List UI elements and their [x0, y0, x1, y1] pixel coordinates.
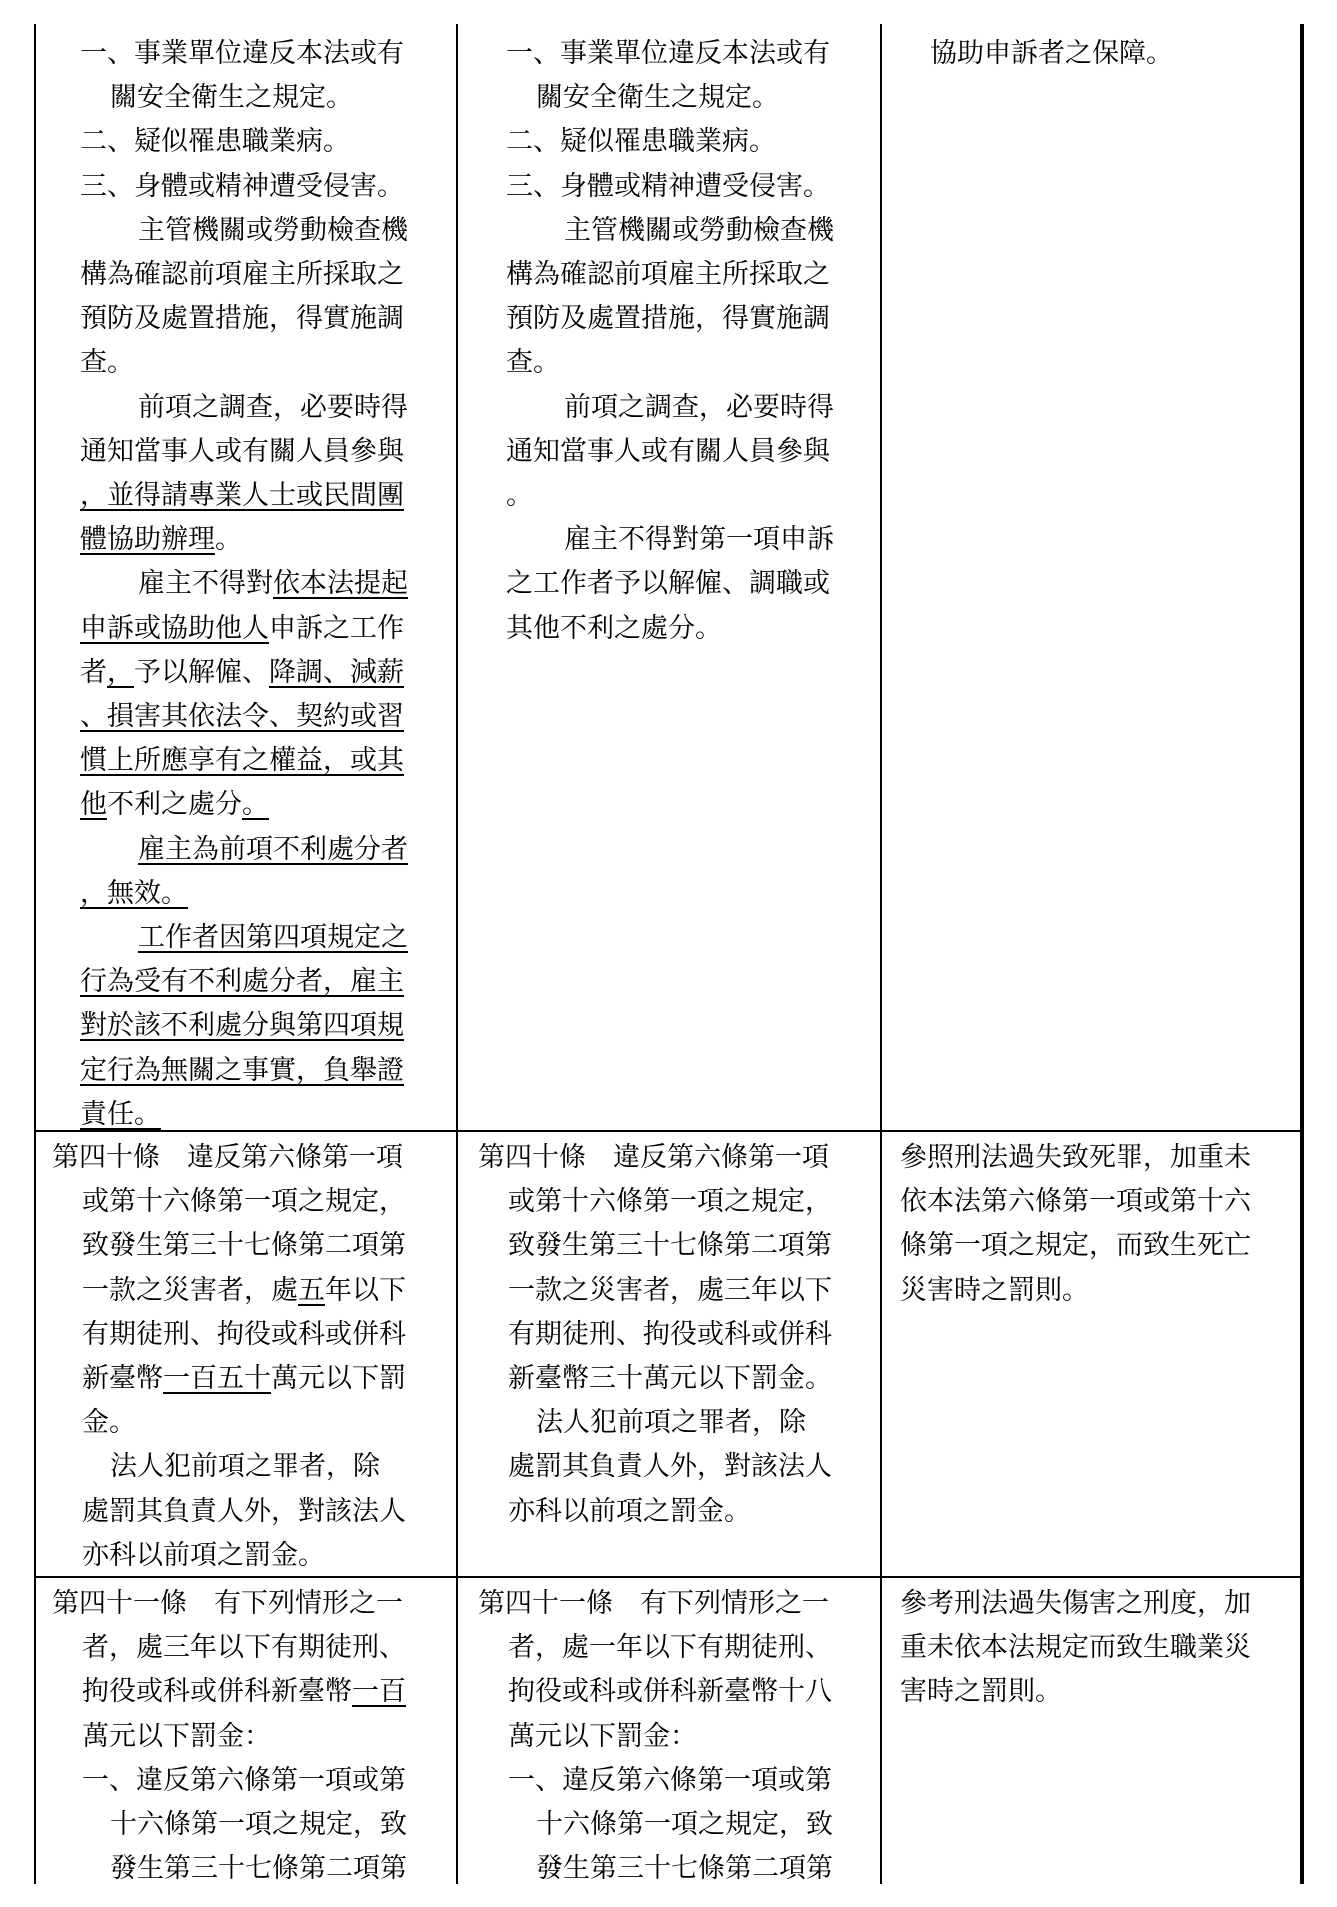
text-segment: 或第十六條第一項之規定， — [508, 1186, 832, 1218]
underlined-amendment-text: 、損害其依法令、契約或習 — [80, 701, 404, 733]
text-line — [80, 1049, 456, 1093]
text-segment: 申訴之工作 — [269, 612, 404, 644]
column-divider-1 — [456, 24, 458, 1884]
text-segment: 主管機關或勞動檢查機 — [138, 214, 408, 246]
text-segment: 前項之調查，必要時得 — [138, 391, 408, 423]
text-segment: 依本法第六條第一項或第十六 — [900, 1186, 1251, 1218]
text-line — [52, 1670, 456, 1714]
text-segment: 第四十一條 有下列情形之一 — [52, 1588, 403, 1619]
text-line — [80, 1093, 456, 1137]
text-line — [52, 1759, 456, 1803]
text-segment: 法人犯前項之罪者，除 — [110, 1451, 380, 1483]
text-segment: 處罰其負責人外，對該法人 — [508, 1451, 832, 1483]
text-segment: 查。 — [506, 347, 560, 379]
text-line — [478, 1759, 878, 1803]
text-line — [506, 297, 878, 341]
text-line — [506, 165, 878, 209]
row2-current-text — [478, 1136, 878, 1534]
text-line — [80, 430, 456, 474]
text-segment: 一、事業單位違反本法或有 — [80, 38, 404, 69]
text-line — [80, 120, 456, 164]
text-segment: 災害時之罰則。 — [900, 1274, 1089, 1306]
text-segment: 二、疑似罹患職業病。 — [80, 126, 350, 158]
text-line — [478, 1180, 878, 1224]
text-segment: 雇主不得對第一項申訴 — [564, 524, 834, 556]
text-line — [900, 1269, 1296, 1313]
text-line — [478, 1313, 878, 1357]
text-line — [80, 607, 456, 651]
text-line — [506, 209, 878, 253]
text-line — [52, 1582, 456, 1626]
underlined-amendment-text: 申訴或協助他人 — [80, 612, 269, 644]
text-line — [506, 32, 878, 76]
text-segment: 關安全衛生之規定。 — [110, 82, 353, 114]
underlined-amendment-text: 依本法提起 — [273, 568, 408, 600]
underlined-amendment-text: ，無效。 — [80, 877, 188, 909]
text-line — [478, 1224, 878, 1268]
text-line — [478, 1582, 878, 1626]
text-line — [52, 1847, 456, 1891]
text-segment: 或第十六條第一項之規定， — [82, 1186, 406, 1218]
underlined-amendment-text: 一百 — [352, 1676, 406, 1708]
text-segment: 亦科以前項之罰金。 — [82, 1539, 325, 1571]
text-segment: 者 — [80, 656, 107, 688]
text-line — [80, 76, 456, 120]
text-segment: 三、身體或精神遭受侵害。 — [80, 170, 404, 202]
text-line — [52, 1269, 456, 1313]
underlined-amendment-text: 責任。 — [80, 1098, 161, 1130]
text-segment: 發生第三十七條第二項第 — [536, 1853, 833, 1885]
text-segment: 新臺幣三十萬元以下罰金。 — [508, 1363, 832, 1395]
text-line — [478, 1670, 878, 1714]
text-line — [478, 1136, 878, 1180]
row3-amended-text — [52, 1582, 456, 1891]
text-segment: 第四十一條 有下列情形之一 — [478, 1588, 829, 1619]
text-line — [900, 1582, 1296, 1626]
text-line — [80, 209, 456, 253]
text-segment: 致發生第三十七條第二項第 — [82, 1230, 406, 1262]
row1-amended-text — [80, 32, 456, 1137]
text-segment: 不利之處分 — [107, 789, 242, 821]
text-line — [80, 739, 456, 783]
text-segment: 十六條第一項之規定，致 — [110, 1809, 407, 1841]
text-line — [80, 828, 456, 872]
text-segment: 通知當事人或有關人員參與 — [506, 435, 830, 467]
text-segment: 其他不利之處分。 — [506, 612, 722, 644]
text-segment: 第四十條 違反第六條第一項 — [478, 1142, 829, 1173]
text-segment: 第四十條 違反第六條第一項 — [52, 1142, 403, 1173]
text-line — [506, 430, 878, 474]
text-line — [80, 518, 456, 562]
text-line — [52, 1715, 456, 1759]
text-segment: 發生第三十七條第二項第 — [110, 1853, 407, 1885]
text-segment: 預防及處置措施，得實施調 — [506, 303, 830, 335]
text-segment: 法人犯前項之罪者，除 — [536, 1407, 806, 1439]
text-line — [506, 607, 878, 651]
text-segment: 二、疑似罹患職業病。 — [506, 126, 776, 158]
underlined-amendment-text: 體協助辦理 — [80, 524, 215, 556]
text-segment: 之工作者予以解僱、調職或 — [506, 568, 830, 600]
text-segment: 有期徒刑、拘役或科或併科 — [82, 1318, 406, 1350]
text-line — [478, 1847, 878, 1891]
text-segment: 構為確認前項雇主所採取之 — [80, 259, 404, 291]
text-line — [900, 1224, 1296, 1268]
row3-explanation — [900, 1582, 1296, 1715]
text-segment: 萬元以下罰金： — [508, 1720, 697, 1752]
underlined-amendment-text: 降調、減薪 — [269, 656, 404, 688]
text-segment: 一、事業單位違反本法或有 — [506, 38, 830, 69]
text-segment: 參考刑法過失傷害之刑度，加 — [900, 1588, 1251, 1619]
underlined-amendment-text: 。 — [242, 789, 269, 821]
text-segment: 通知當事人或有關人員參與 — [80, 435, 404, 467]
text-line — [506, 386, 878, 430]
row2-explanation — [900, 1136, 1296, 1313]
text-line — [478, 1357, 878, 1401]
text-segment: 害時之罰則。 — [900, 1676, 1062, 1708]
text-line — [900, 32, 1296, 76]
text-line — [52, 1180, 456, 1224]
underlined-amendment-text: 行為受有不利處分者，雇主 — [80, 966, 404, 998]
underlined-amendment-text: ，並得請專業人士或民間團 — [80, 480, 404, 512]
text-line — [52, 1445, 456, 1489]
text-line — [80, 474, 456, 518]
text-segment: 一、違反第六條第一項或第 — [82, 1764, 406, 1796]
text-line — [506, 120, 878, 164]
text-segment: 年以下 — [325, 1274, 406, 1306]
underlined-amendment-text: 他 — [80, 789, 107, 821]
text-line — [478, 1715, 878, 1759]
text-segment: 一款之災害者，處 — [82, 1274, 298, 1306]
text-segment: 萬元以下罰 — [271, 1363, 406, 1395]
text-segment: 前項之調查，必要時得 — [564, 391, 834, 423]
text-segment: 一款之災害者，處三年以下 — [508, 1274, 832, 1306]
text-line — [478, 1626, 878, 1670]
text-segment: 萬元以下罰金： — [82, 1720, 271, 1752]
text-line — [506, 341, 878, 385]
text-segment: 重未依本法規定而致生職業災 — [900, 1632, 1251, 1664]
text-line — [80, 872, 456, 916]
underlined-amendment-text: 工作者因第四項規定之 — [138, 922, 408, 954]
text-line — [80, 297, 456, 341]
text-line — [52, 1490, 456, 1534]
text-line — [80, 562, 456, 606]
text-line — [900, 1136, 1296, 1180]
text-line — [52, 1136, 456, 1180]
underlined-amendment-text: 對於該不利處分與第四項規 — [80, 1010, 404, 1042]
text-segment: 。 — [215, 524, 242, 556]
text-line — [506, 562, 878, 606]
text-line — [80, 32, 456, 76]
text-segment: 致發生第三十七條第二項第 — [508, 1230, 832, 1262]
text-segment: 者，處三年以下有期徒刑、 — [82, 1632, 406, 1664]
text-line — [80, 651, 456, 695]
row2-amended-text — [52, 1136, 456, 1578]
text-segment: 金。 — [82, 1407, 136, 1439]
text-segment: 參照刑法過失致死罪，加重未 — [900, 1142, 1251, 1173]
text-segment: 。 — [506, 480, 533, 512]
text-line — [80, 386, 456, 430]
text-line — [900, 1670, 1296, 1714]
underlined-amendment-text: 一百五十 — [163, 1363, 271, 1395]
text-line — [52, 1803, 456, 1847]
text-line — [52, 1401, 456, 1445]
row3-current-text — [478, 1582, 878, 1891]
text-segment: 亦科以前項之罰金。 — [508, 1495, 751, 1527]
text-line — [80, 1004, 456, 1048]
text-segment: 預防及處置措施，得實施調 — [80, 303, 404, 335]
text-line — [506, 474, 878, 518]
underlined-amendment-text: 定行為無關之事實，負舉證 — [80, 1054, 404, 1086]
text-line — [478, 1490, 878, 1534]
text-segment: 協助申訴者之保障。 — [930, 38, 1173, 69]
text-segment: 拘役或科或併科新臺幣 — [82, 1676, 352, 1708]
text-line — [52, 1534, 456, 1578]
text-segment: 三、身體或精神遭受侵害。 — [506, 170, 830, 202]
text-segment: 構為確認前項雇主所採取之 — [506, 259, 830, 291]
text-line — [506, 76, 878, 120]
text-segment: 條第一項之規定，而致生死亡 — [900, 1230, 1251, 1262]
underlined-amendment-text: 慣上所應享有之權益，或其 — [80, 745, 404, 777]
text-segment: 有期徒刑、拘役或科或併科 — [508, 1318, 832, 1350]
text-line — [52, 1626, 456, 1670]
text-line — [80, 960, 456, 1004]
row1-current-text — [506, 32, 878, 651]
text-line — [478, 1445, 878, 1489]
text-line — [478, 1401, 878, 1445]
text-segment: 者，處一年以下有期徒刑、 — [508, 1632, 832, 1664]
table-border-left — [34, 24, 36, 1884]
text-segment: 主管機關或勞動檢查機 — [564, 214, 834, 246]
column-divider-2 — [880, 24, 882, 1884]
text-line — [506, 518, 878, 562]
text-line — [506, 253, 878, 297]
row1-explanation — [900, 32, 1296, 76]
text-line — [80, 916, 456, 960]
text-line — [80, 165, 456, 209]
text-segment: 十六條第一項之規定，致 — [536, 1809, 833, 1841]
underlined-amendment-text: 五 — [298, 1274, 325, 1306]
text-segment: 予以解僱、 — [134, 656, 269, 688]
text-segment: 雇主不得對 — [138, 568, 273, 600]
text-line — [478, 1803, 878, 1847]
text-line — [80, 341, 456, 385]
text-segment: 新臺幣 — [82, 1363, 163, 1395]
text-segment: 查。 — [80, 347, 134, 379]
text-line — [52, 1357, 456, 1401]
text-segment: 關安全衛生之規定。 — [536, 82, 779, 114]
text-line — [80, 253, 456, 297]
text-line — [900, 1626, 1296, 1670]
text-line — [900, 1180, 1296, 1224]
text-line — [80, 695, 456, 739]
text-segment: 處罰其負責人外，對該法人 — [82, 1495, 406, 1527]
text-line — [478, 1269, 878, 1313]
underlined-amendment-text: 雇主為前項不利處分者 — [138, 833, 408, 865]
table-border-right — [1300, 24, 1304, 1884]
underlined-amendment-text: ， — [107, 656, 134, 688]
text-line — [52, 1224, 456, 1268]
text-segment: 拘役或科或併科新臺幣十八 — [508, 1676, 832, 1708]
text-line — [52, 1313, 456, 1357]
text-segment: 一、違反第六條第一項或第 — [508, 1764, 832, 1796]
comparison-table — [34, 24, 1304, 1884]
text-line — [80, 783, 456, 827]
